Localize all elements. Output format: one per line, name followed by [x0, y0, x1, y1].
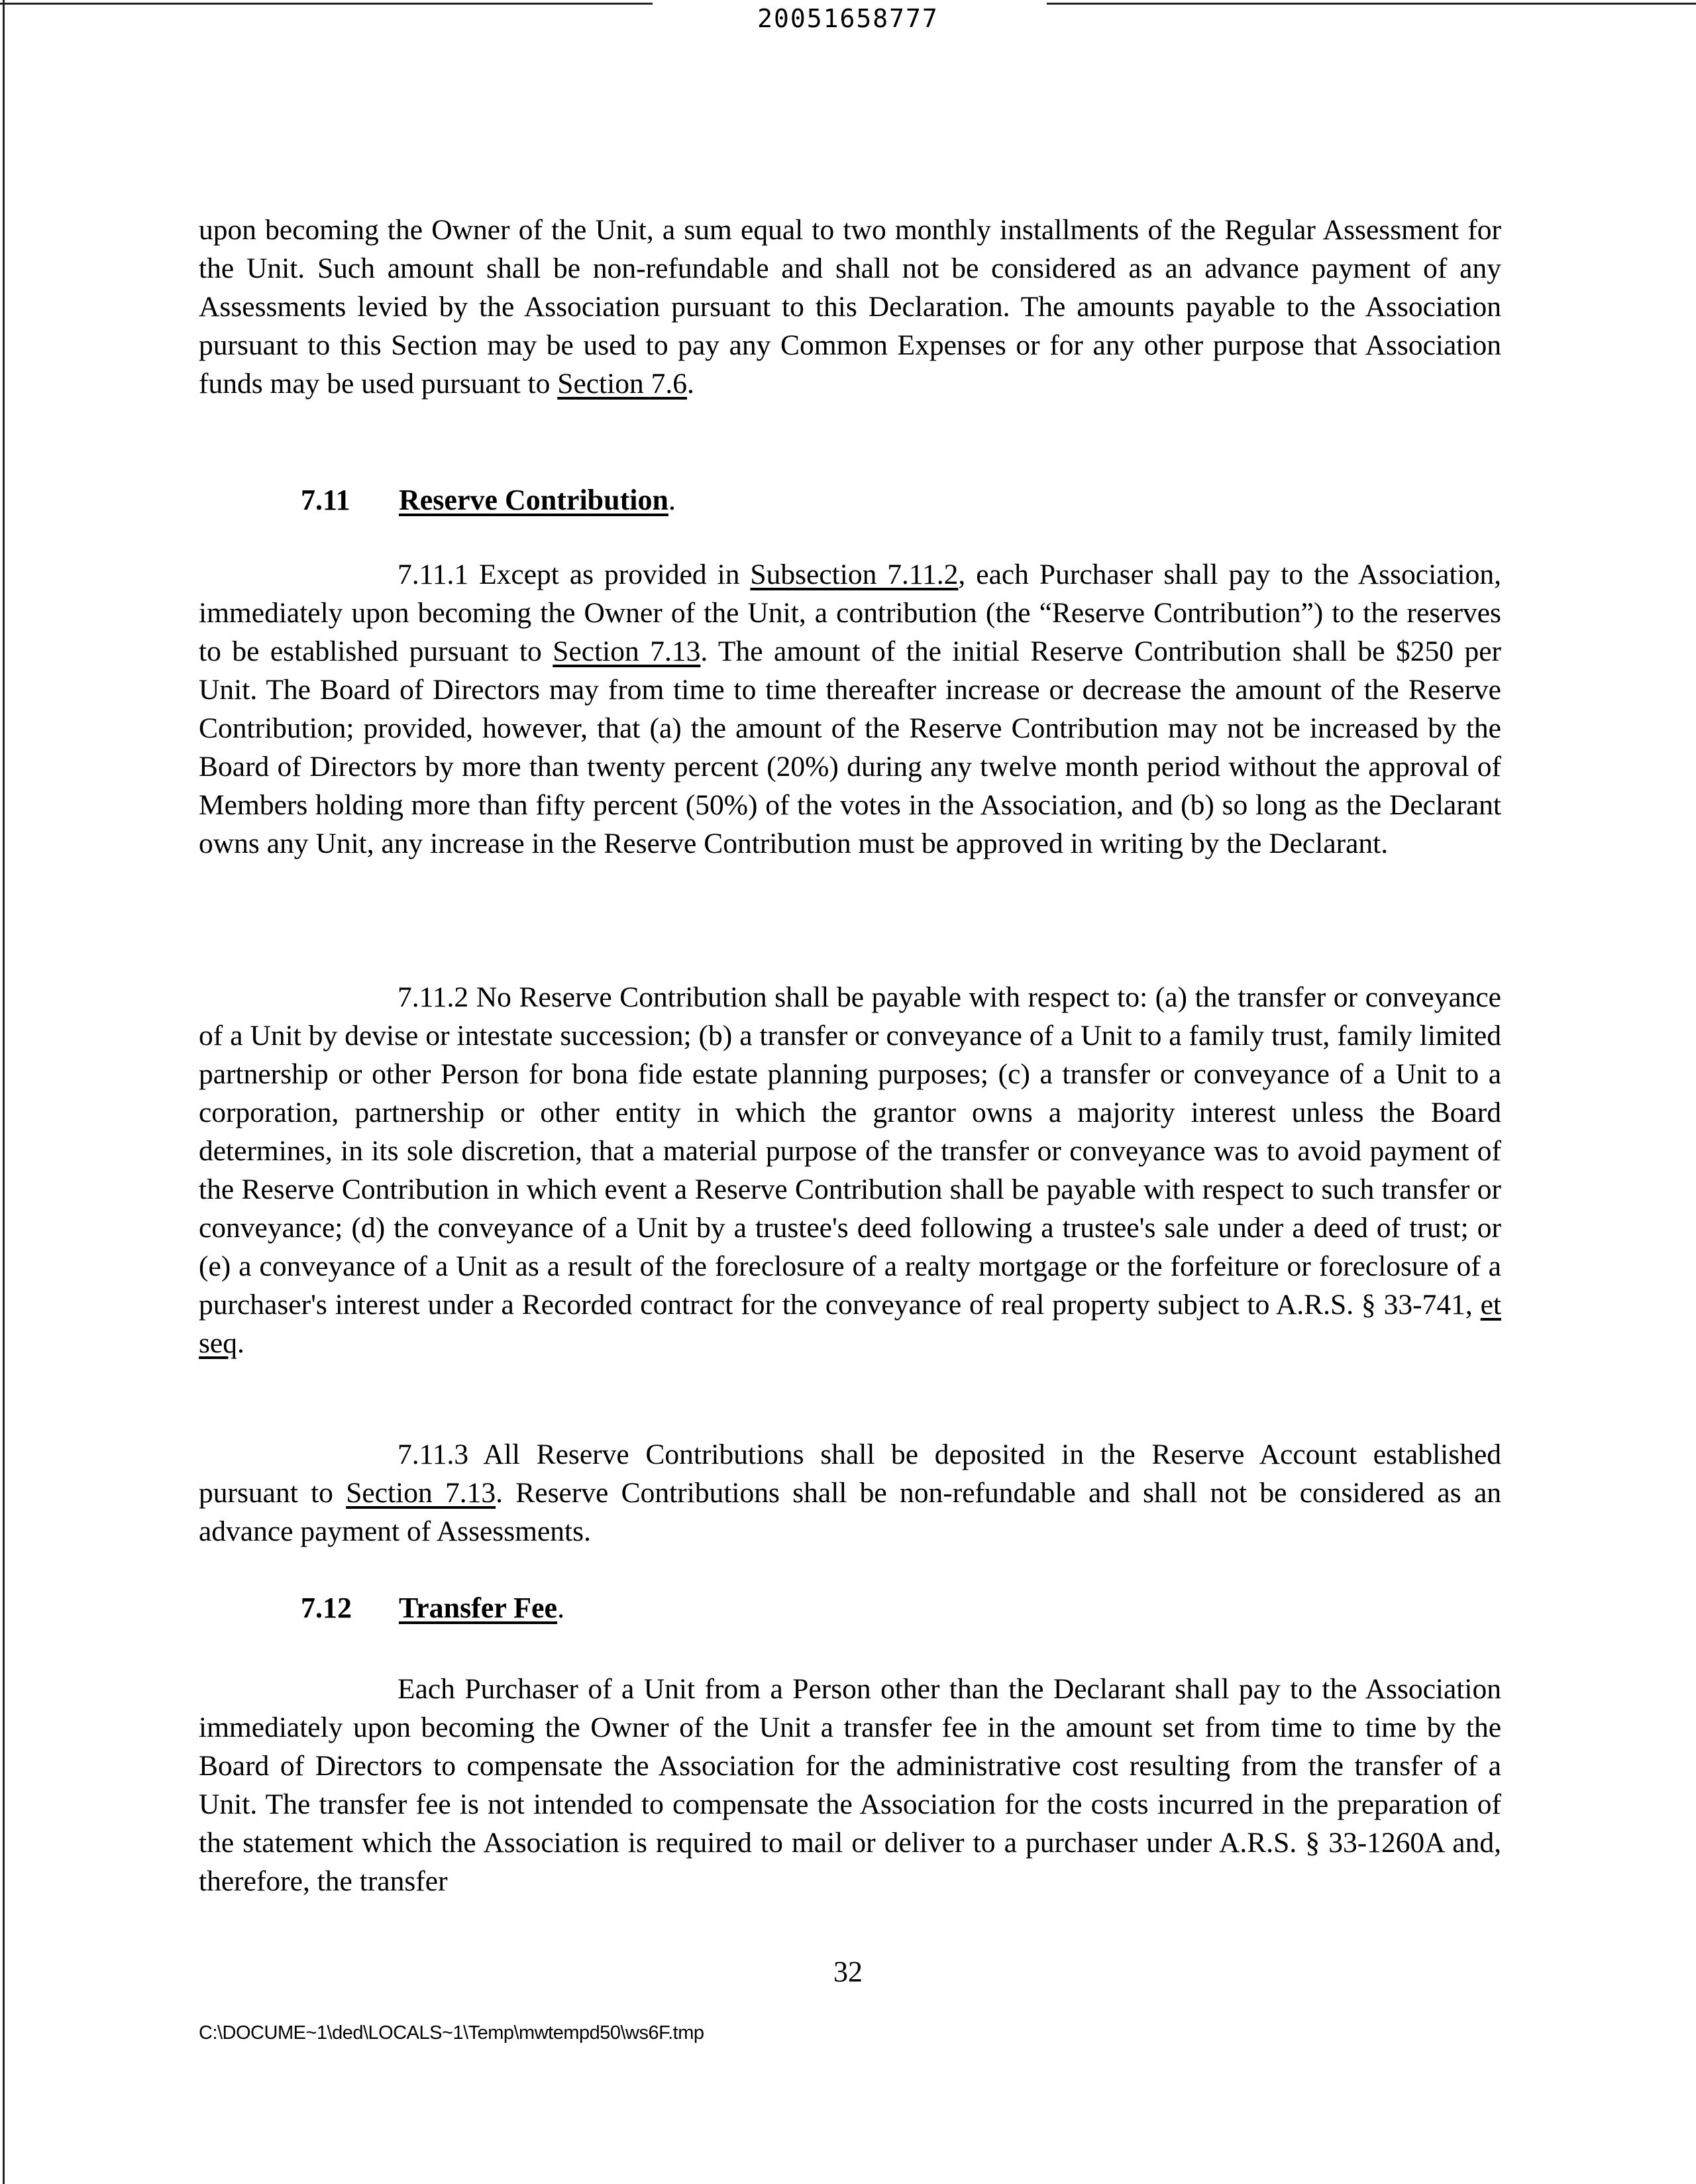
section-title: Reserve Contribution [399, 484, 668, 516]
latin-et: et [1480, 1289, 1501, 1321]
section-number: 7.11 [301, 484, 350, 516]
section-heading-7-12 [301, 1589, 564, 1627]
paragraph-text-end: . [686, 368, 694, 400]
latin-seq: seq [199, 1327, 237, 1359]
section-title: Transfer Fee [399, 1592, 558, 1624]
section-title-end: . [668, 484, 676, 516]
paragraph-text: 7.11.3 All Reserve Contributions shall be deposited in the Reserve Account established pursuant to [199, 1439, 1501, 1509]
paragraph-text: , each Purchaser shall pay to the Association, immediately upon becoming the Owner of the Unit, a contribution (the “Reserve Contribution”) to the reserves to be established pursuant to [199, 559, 1502, 667]
footer-file-path: C:\DOCUME~1\ded\LOCALS~1\Temp\mwtempd50\ws6F.tmp [199, 2022, 704, 2044]
paragraph-text: 7.11.1 Except as provided in [398, 559, 751, 590]
section-heading-7-11 [301, 481, 676, 519]
document-id-header: 20051658777 [757, 4, 939, 33]
section-reference: Section 7.13 [553, 635, 701, 667]
subsection-reference: Subsection 7.11.2 [750, 559, 959, 590]
paragraph-text: 7.11.2 No Reserve Contribution shall be payable with respect to: (a) the transfer or conveyance of a Unit by devise or intestate succession; (b) a transfer or conveyance of a Unit to a family trust, family limited partnership or other Person for bona fide estate planning purposes; (c) a transfer or conveyance of a Unit to a corporation, partnership or other entity in which the grantor owns a majority interest unless the Board determines, in its sole discretion, that a material purpose of the transfer or conveyance was to avoid payment of the Reserve Contribution in which event a Reserve Contribution shall be payable with respect to such transfer or conveyance; (d) the conveyance of a Unit by a trustee's deed following a trustee's sale under a deed of trust; or (e) a conveyance of a Unit as a result of the foreclosure of a realty mortgage or the forfeiture or foreclosure of a purchaser's interest under a Recorded contract for the conveyance of real property subject to A.R.S. § 33-741, [199, 981, 1501, 1321]
paragraph-7-11-2 [199, 978, 1501, 1362]
section-reference: Section 7.13 [346, 1477, 496, 1509]
paragraph-text: . Reserve Contributions shall be non-refundable and shall not be considered as an advance payment of Assessments. [199, 1477, 1501, 1547]
paragraph-7-11-3 [199, 1435, 1501, 1551]
section-title-end: . [557, 1592, 565, 1624]
paragraph-7-12 [199, 1670, 1501, 1900]
section-reference: Section 7.6 [557, 368, 687, 400]
page-number: 32 [833, 1955, 863, 1988]
scan-edge-left [3, 0, 5, 2184]
section-number: 7.12 [301, 1592, 352, 1624]
paragraph-text: . The amount of the initial Reserve Contribution shall be $250 per Unit. The Board of Directors may from time to time thereafter increase or decrease the amount of the Reserve Contribution; provided, however, that (a) the amount of the Reserve Contribution may not be increased by the Board of Directors by more than twenty percent (20%) during any twelve month period without the approval of Members holding more than fifty percent (50%) of the votes in the Association, and (b) so long as the Declarant owns any Unit, any increase in the Reserve Contribution must be approved in writing by the Declarant. [199, 635, 1501, 859]
paragraph-continuation [199, 211, 1501, 403]
paragraph-7-11-1 [199, 555, 1501, 863]
paragraph-text-end: . [237, 1327, 244, 1359]
paragraph-text: upon becoming the Owner of the Unit, a sum equal to two monthly installments of the Regular Assessment for the Unit. Such amount shall be non-refundable and shall not be considered as an advance payment of any Assessments levied by the Association pursuant to this Declaration. The amounts payable to the Association pursuant to this Section may be used to pay any Common Expenses or for any other purpose that Association funds may be used pursuant to [199, 214, 1501, 400]
paragraph-text: Each Purchaser of a Unit from a Person other than the Declarant shall pay to the Association immediately upon becoming the Owner of the Unit a transfer fee in the amount set from time to time by the Board of Directors to compensate the Association for the administrative cost resulting from the transfer of a Unit. The transfer fee is not intended to compensate the Association for the costs incurred in the preparation of the statement which the Association is required to mail or deliver to a purchaser under A.R.S. § 33-1260A and, therefore, the transfer [199, 1673, 1501, 1897]
